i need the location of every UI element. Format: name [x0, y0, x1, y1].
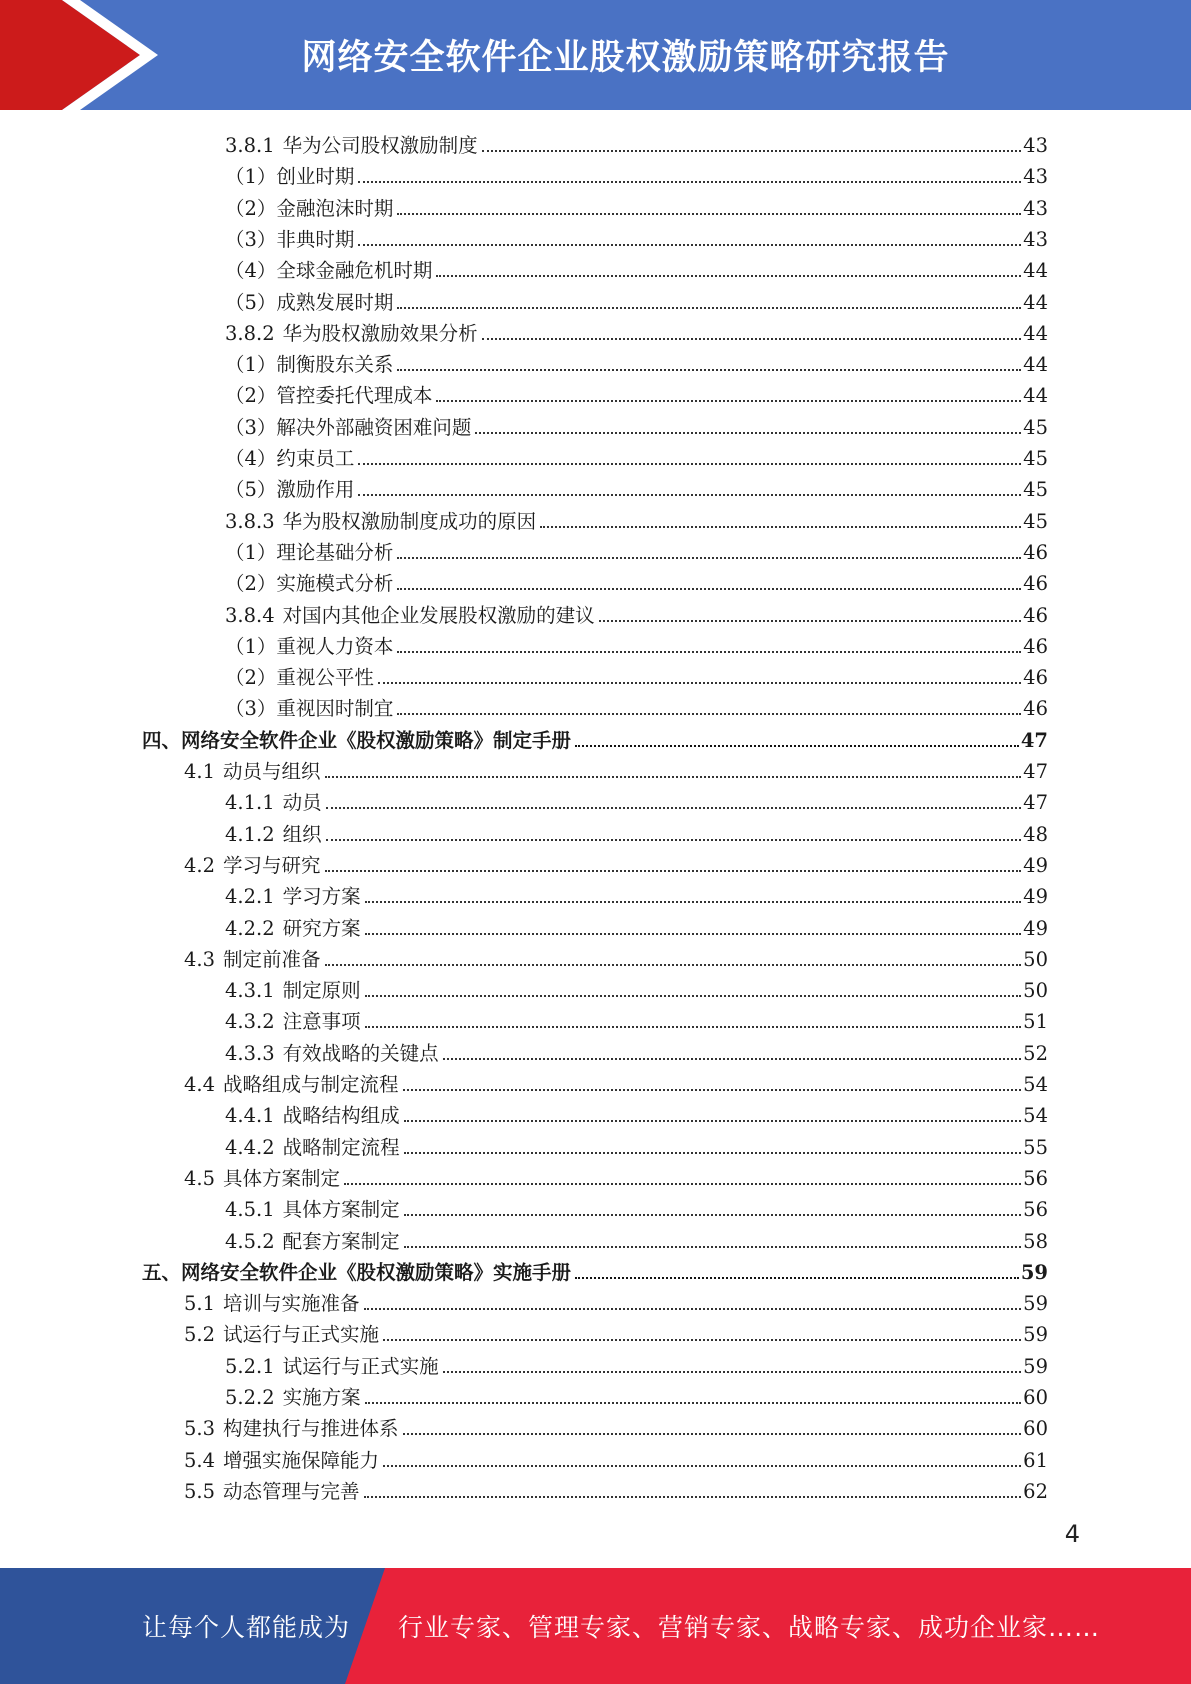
footer-slogan-right: 行业专家、管理专家、营销专家、战略专家、成功企业家……: [398, 1613, 1101, 1642]
toc-entry-page: 45: [1023, 447, 1048, 470]
toc-entry-page: 47: [1023, 791, 1048, 815]
toc-entry-number: 4.5.1: [225, 1198, 275, 1222]
toc-entry-number: 4.3.1: [225, 979, 275, 1003]
toc-entry-number: 5.3: [184, 1417, 216, 1441]
toc-entry-number: 五、: [142, 1260, 182, 1284]
toc-entry-title: 实施模式分析: [276, 572, 394, 596]
toc-entry[interactable]: [225, 1129, 1048, 1160]
toc-dot-leader: [397, 557, 1021, 559]
toc-entry-number: 3.8.2: [225, 321, 275, 345]
toc-entry-title: 华为股权激励制度成功的原因: [282, 509, 537, 533]
toc-dot-leader: [365, 1026, 1022, 1028]
toc-entry-title: 研究方案: [282, 916, 361, 940]
toc-dot-leader: [364, 1308, 1022, 1310]
toc-dot-leader: [404, 1246, 1022, 1248]
toc-dot-leader: [358, 244, 1021, 246]
toc-dot-leader: [404, 1120, 1022, 1122]
toc-entry[interactable]: [225, 1379, 1048, 1410]
toc-entry[interactable]: [225, 690, 1048, 721]
toc-dot-leader: [443, 1371, 1022, 1373]
toc-entry-number: （1）: [225, 540, 277, 564]
toc-dot-leader: [599, 620, 1022, 622]
toc-dot-leader: [378, 682, 1021, 684]
toc-entry-title: 重视公平性: [276, 666, 374, 690]
toc-entry-number: 4.2.1: [225, 885, 275, 909]
toc-entry-page: 48: [1023, 822, 1048, 846]
toc-entry-number: （2）: [225, 384, 277, 408]
toc-dot-leader: [397, 651, 1021, 653]
toc-entry-page: 43: [1023, 227, 1048, 251]
toc-entry-page: 47: [1023, 760, 1048, 783]
toc-dot-leader: [482, 338, 1022, 340]
toc-entry-title: 动态管理与完善: [223, 1479, 360, 1503]
toc-dot-leader: [397, 369, 1021, 371]
toc-entry[interactable]: [225, 816, 1048, 847]
toc-dot-leader: [397, 307, 1021, 309]
toc-entry-page: 44: [1023, 384, 1048, 408]
toc-entry-number: （2）: [225, 666, 277, 690]
toc-entry[interactable]: [225, 878, 1048, 909]
toc-dot-leader: [383, 1465, 1021, 1467]
toc-entry-title: 有效战略的关键点: [282, 1041, 439, 1065]
toc-entry-number: 3.8.1: [225, 134, 275, 157]
toc-entry[interactable]: [142, 1254, 1048, 1285]
toc-dot-leader: [344, 1183, 1021, 1185]
toc-dot-leader: [365, 933, 1022, 935]
toc-entry-title: 理论基础分析: [276, 540, 394, 564]
toc-entry-page: 59: [1020, 1260, 1048, 1284]
toc-entry-number: 5.2.2: [225, 1386, 275, 1409]
toc-entry-page: 54: [1023, 1104, 1048, 1128]
toc-entry-page: 49: [1023, 885, 1048, 909]
toc-entry-number: （5）: [225, 478, 277, 502]
toc-entry-page: 56: [1023, 1166, 1048, 1190]
toc-dot-leader: [358, 494, 1021, 496]
toc-entry[interactable]: [184, 1473, 1048, 1504]
toc-dot-leader: [404, 1214, 1022, 1216]
toc-entry-number: （3）: [225, 415, 277, 439]
toc-entry-number: 4.4: [184, 1073, 216, 1096]
toc-dot-leader: [397, 213, 1021, 215]
toc-entry[interactable]: [225, 1223, 1048, 1254]
toc-entry-page: 59: [1023, 1323, 1048, 1347]
toc-entry-page: 61: [1023, 1448, 1048, 1472]
toc-entry-number: 4.4.1: [225, 1104, 275, 1128]
toc-entry-page: 56: [1023, 1198, 1048, 1222]
toc-entry-title: 非典时期: [276, 227, 355, 251]
toc-entry-page: 43: [1023, 134, 1048, 157]
toc-entry[interactable]: [225, 440, 1048, 471]
toc-entry-number: （5）: [225, 290, 277, 314]
toc-entry[interactable]: [225, 565, 1048, 596]
toc-dot-leader: [325, 776, 1022, 778]
toc-entry-number: 4.3.3: [225, 1041, 275, 1065]
toc-entry-title: 网络安全软件企业《股权激励策略》制定手册: [181, 728, 572, 752]
toc-entry-title: 具体方案制定: [282, 1198, 400, 1222]
toc-entry-number: 5.2: [184, 1323, 216, 1347]
toc-entry-page: 44: [1023, 353, 1048, 377]
toc-entry-title: 实施方案: [282, 1386, 361, 1409]
toc-entry-title: 构建执行与推进体系: [223, 1417, 399, 1441]
toc-entry-title: 战略组成与制定流程: [223, 1073, 399, 1096]
toc-entry[interactable]: [225, 659, 1048, 690]
toc-entry-title: 华为股权激励效果分析: [282, 321, 478, 345]
toc-dot-leader: [358, 463, 1021, 465]
toc-entry-page: 47: [1020, 728, 1048, 752]
toc-entry-number: （2）: [225, 572, 277, 596]
toc-entry-number: （1）: [225, 165, 277, 189]
toc-dot-leader: [404, 1152, 1022, 1154]
toc-entry[interactable]: [225, 503, 1048, 534]
toc-entry-page: 45: [1023, 509, 1048, 533]
toc-entry-page: 44: [1023, 290, 1048, 314]
toc-entry[interactable]: [225, 409, 1048, 440]
toc-entry[interactable]: [184, 1066, 1048, 1097]
toc-dot-leader: [365, 901, 1022, 903]
toc-dot-leader: [475, 432, 1021, 434]
toc-entry-number: 5.4: [184, 1448, 216, 1472]
toc-entry-page: 44: [1023, 321, 1048, 345]
toc-entry-page: 46: [1023, 666, 1048, 690]
toc-entry-title: 激励作用: [276, 478, 355, 502]
toc-entry-title: 网络安全软件企业《股权激励策略》实施手册: [181, 1260, 572, 1284]
toc-entry-page: 46: [1023, 572, 1048, 596]
toc-entry[interactable]: [142, 722, 1048, 753]
toc-entry-title: 成熟发展时期: [276, 290, 394, 314]
toc-entry-page: 62: [1023, 1479, 1048, 1503]
toc-entry-page: 44: [1023, 259, 1048, 283]
toc-dot-leader: [436, 275, 1021, 277]
toc-entry-title: 配套方案制定: [282, 1229, 400, 1253]
toc-entry[interactable]: [225, 784, 1048, 815]
toc-entry-number: 4.5: [184, 1166, 216, 1190]
toc-entry-number: 4.3.2: [225, 1010, 275, 1034]
toc-entry[interactable]: [225, 910, 1048, 941]
toc-entry-page: 59: [1023, 1354, 1048, 1378]
toc-entry[interactable]: [225, 628, 1048, 659]
toc-entry-title: 组织: [282, 822, 322, 846]
toc-entry-page: 52: [1023, 1041, 1048, 1065]
toc-entry-title: 约束员工: [276, 447, 355, 470]
toc-dot-leader: [325, 964, 1022, 966]
toc-entry[interactable]: [225, 471, 1048, 502]
toc-dot-leader: [575, 745, 1019, 747]
toc-entry-number: （4）: [225, 259, 277, 283]
toc-entry-title: 试运行与正式实施: [282, 1354, 439, 1378]
toc-dot-leader: [358, 181, 1021, 183]
toc-entry-number: 4.1.1: [225, 791, 275, 815]
toc-entry-title: 对国内其他企业发展股权激励的建议: [282, 603, 595, 627]
toc-entry-number: 5.1: [184, 1292, 216, 1316]
toc-entry[interactable]: [184, 1160, 1048, 1191]
footer-slogan-left: 让每个人都能成为: [142, 1613, 351, 1642]
toc-entry-title: 制定原则: [282, 979, 361, 1003]
toc-entry-page: 45: [1023, 478, 1048, 502]
toc-entry-number: 3.8.3: [225, 509, 275, 533]
toc-entry[interactable]: [184, 1410, 1048, 1441]
toc-entry-page: 59: [1023, 1292, 1048, 1316]
toc-entry-title: 动员与组织: [223, 760, 321, 783]
toc-entry-page: 58: [1023, 1229, 1048, 1253]
toc-entry[interactable]: [225, 221, 1048, 252]
toc-dot-leader: [403, 1433, 1022, 1435]
toc-entry-number: 4.1.2: [225, 822, 275, 846]
toc-entry[interactable]: [225, 190, 1048, 221]
toc-entry[interactable]: [184, 941, 1048, 972]
toc-entry-title: 全球金融危机时期: [276, 259, 433, 283]
toc-entry-page: 60: [1023, 1386, 1048, 1409]
toc-dot-leader: [326, 839, 1022, 841]
toc-entry-number: （2）: [225, 196, 277, 220]
toc-dot-leader: [397, 713, 1021, 715]
toc-entry-number: 3.8.4: [225, 603, 275, 627]
toc-entry[interactable]: [225, 284, 1048, 315]
toc-entry[interactable]: [184, 1285, 1048, 1316]
toc-entry[interactable]: [184, 847, 1048, 878]
toc-entry-page: 45: [1023, 415, 1048, 439]
toc-entry-page: 55: [1023, 1135, 1048, 1159]
toc-entry-title: 重视因时制宜: [276, 697, 394, 721]
toc-entry-page: 43: [1023, 196, 1048, 220]
toc-entry-title: 战略制定流程: [282, 1135, 400, 1159]
page-footer: [0, 1568, 1191, 1684]
report-title: 网络安全软件企业股权激励策略研究报告: [301, 38, 950, 78]
toc-dot-leader: [575, 1277, 1019, 1279]
toc-entry-title: 试运行与正式实施: [223, 1323, 380, 1347]
toc-entry-title: 管控委托代理成本: [276, 384, 433, 408]
toc-entry-number: 四、: [142, 728, 182, 752]
toc-dot-leader: [397, 588, 1021, 590]
toc-entry[interactable]: [225, 597, 1048, 628]
page-number: 4: [1064, 1520, 1080, 1548]
toc-entry[interactable]: [225, 127, 1048, 158]
toc-entry-page: 50: [1023, 979, 1048, 1003]
toc-entry-title: 制衡股东关系: [276, 353, 394, 377]
toc-entry-title: 具体方案制定: [223, 1166, 341, 1190]
toc-entry[interactable]: [225, 158, 1048, 189]
toc-entry-number: 4.1: [184, 760, 216, 783]
toc-entry[interactable]: [225, 1003, 1048, 1034]
toc-entry-title: 战略结构组成: [282, 1104, 400, 1128]
toc-entry-page: 49: [1023, 916, 1048, 940]
toc-entry-title: 创业时期: [276, 165, 355, 189]
toc-entry-number: 4.2.2: [225, 916, 275, 940]
toc-entry[interactable]: [225, 252, 1048, 283]
toc-entry-number: 4.4.2: [225, 1135, 275, 1159]
toc-entry-page: 46: [1023, 603, 1048, 627]
toc-entry-title: 增强实施保障能力: [223, 1448, 380, 1472]
toc-dot-leader: [365, 1402, 1022, 1404]
toc-entry-title: 学习方案: [282, 885, 361, 909]
toc-entry-page: 46: [1023, 634, 1048, 658]
toc-entry[interactable]: [225, 1348, 1048, 1379]
toc-entry[interactable]: [225, 1097, 1048, 1128]
toc-entry-number: （3）: [225, 697, 277, 721]
toc-entry-page: 54: [1023, 1073, 1048, 1096]
toc-entry-title: 培训与实施准备: [223, 1292, 360, 1316]
toc-entry-title: 解决外部融资困难问题: [276, 415, 472, 439]
toc-dot-leader: [326, 807, 1022, 809]
toc-entry-number: 5.5: [184, 1479, 216, 1503]
toc-entry-page: 49: [1023, 853, 1048, 877]
toc-entry-page: 43: [1023, 165, 1048, 189]
toc-dot-leader: [482, 150, 1022, 152]
toc-entry[interactable]: [225, 315, 1048, 346]
toc-entry[interactable]: [225, 346, 1048, 377]
toc-entry-number: 4.3: [184, 947, 216, 971]
toc-dot-leader: [403, 1089, 1022, 1091]
toc-entry-page: 50: [1023, 947, 1048, 971]
toc-entry-title: 华为公司股权激励制度: [282, 134, 478, 157]
toc-entry-page: 51: [1023, 1010, 1048, 1034]
toc-dot-leader: [364, 1496, 1022, 1498]
toc-entry-title: 制定前准备: [223, 947, 321, 971]
toc-entry-title: 重视人力资本: [276, 634, 394, 658]
toc-entry-page: 46: [1023, 540, 1048, 564]
page-header: [0, 0, 1191, 110]
toc-entry[interactable]: [184, 753, 1048, 784]
toc-entry-number: （1）: [225, 353, 277, 377]
toc-entry-number: （3）: [225, 227, 277, 251]
toc-entry-number: 4.2: [184, 853, 216, 877]
toc-entry-number: （4）: [225, 447, 277, 470]
toc-entry[interactable]: [184, 1316, 1048, 1347]
toc-entry[interactable]: [225, 1191, 1048, 1222]
toc-entry-number: 4.5.2: [225, 1229, 275, 1253]
toc-dot-leader: [443, 1058, 1022, 1060]
toc-entry-page: 46: [1023, 697, 1048, 721]
toc-dot-leader: [365, 995, 1022, 997]
toc-entry[interactable]: [184, 1442, 1048, 1473]
toc-entry-number: （1）: [225, 634, 277, 658]
toc-entry[interactable]: [225, 377, 1048, 408]
toc-entry-title: 注意事项: [282, 1010, 361, 1034]
toc-entry[interactable]: [225, 972, 1048, 1003]
toc-dot-leader: [540, 526, 1021, 528]
toc-entry-title: 学习与研究: [223, 853, 321, 877]
toc-dot-leader: [436, 400, 1021, 402]
toc-entry[interactable]: [225, 534, 1048, 565]
toc-dot-leader: [325, 870, 1022, 872]
toc-entry-page: 60: [1023, 1417, 1048, 1441]
toc-dot-leader: [383, 1339, 1021, 1341]
toc-entry-title: 动员: [282, 791, 322, 815]
toc-entry-title: 金融泡沫时期: [276, 196, 394, 220]
toc-entry[interactable]: [225, 1035, 1048, 1066]
toc-entry-number: 5.2.1: [225, 1354, 275, 1378]
